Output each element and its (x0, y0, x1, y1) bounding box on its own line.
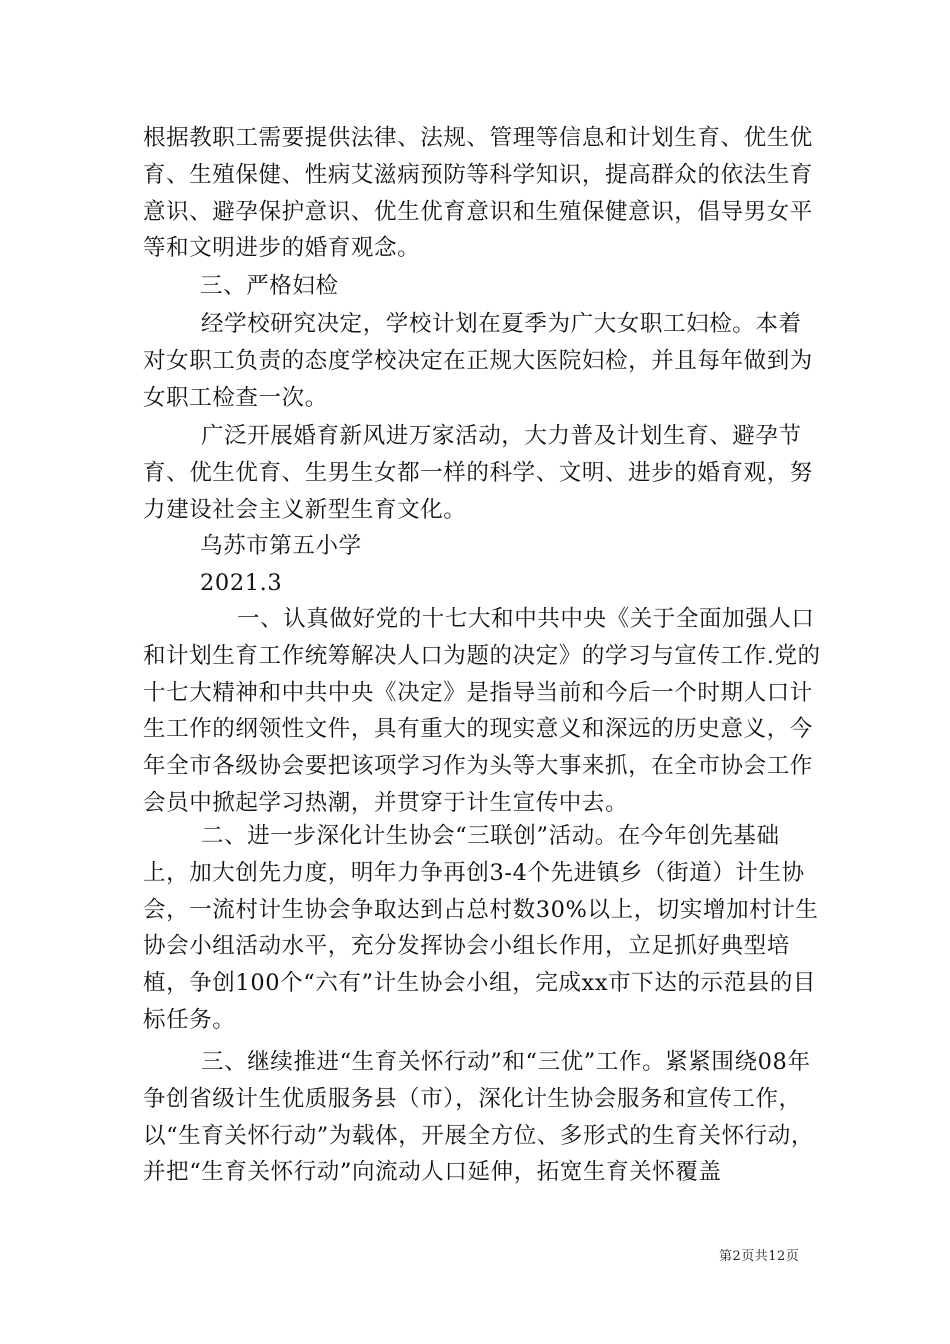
signature-date: 2021.3 (200, 570, 283, 596)
paragraph-exam-decision: 经学校研究决定，学校计划在夏季为广大女职工妇检。本着对女职工负责的态度学校决定在正规大医院妇检，并且每年做到为女职工检查一次。 (143, 311, 813, 411)
paragraph-marriage-customs: 广泛开展婚育新风进万家活动，大力普及计划生育、避孕节育、优生优育、生男生女都一样的科学、文明、进步的婚育观，努力建设社会主义新型生育文化。 (143, 423, 813, 523)
paragraph-item-one: 一、认真做好党的十七大和中共中央《关于全面加强人口和计划生育工作统筹解决人口为题的决定》的学习与宣传工作.党的十七大精神和中共中央《决定》是指导当前和今后一个时期人口计生工作的纲领性文件，具有重大的现实意义和深远的历史意义，今年全市各级协会要把该项学习作为头等大事来抓，在全市协会工作会员中掀起学习热潮，并贯穿于计生宣传中去。 (143, 606, 821, 816)
paragraph-item-three: 三、继续推进“生育关怀行动”和“三优”工作。紧紧围绕08年争创省级计生优质服务县（市），深化计生协会服务和宣传工作，以“生育关怀行动”为载体，开展全方位、多形式的生育关怀行动，并把“生育关怀行动”向流动人口延伸，拓宽生育关怀覆盖 (143, 1049, 815, 1186)
page-number-footer: 第2页共12页 (719, 1249, 800, 1264)
heading-strict-gynecological-exam: 三、严格妇检 (200, 273, 339, 299)
paragraph-family-planning-knowledge: 根据教职工需要提供法律、法规、管理等信息和计划生育、优生优育、生殖保健、性病艾滋病预防等科学知识，提高群众的依法生育意识、避孕保护意识、优生优育意识和生殖保健意识，倡导男女平等和文明进步的婚育观念。 (143, 125, 813, 262)
paragraph-item-two: 二、进一步深化计生协会“三联创”活动。在今年创先基础上，加大创先力度，明年力争再创3-4个先进镇乡（街道）计生协会，一流村计生协会争取达到占总村数30%以上，切实增加村计生协会小组活动水平，充分发挥协会小组长作用，立足抓好典型培植，争创100个“六有”计生协会小组，完成xx市下达的示范县的目标任务。 (143, 823, 819, 1033)
signature-school-name: 乌苏市第五小学 (200, 533, 362, 559)
